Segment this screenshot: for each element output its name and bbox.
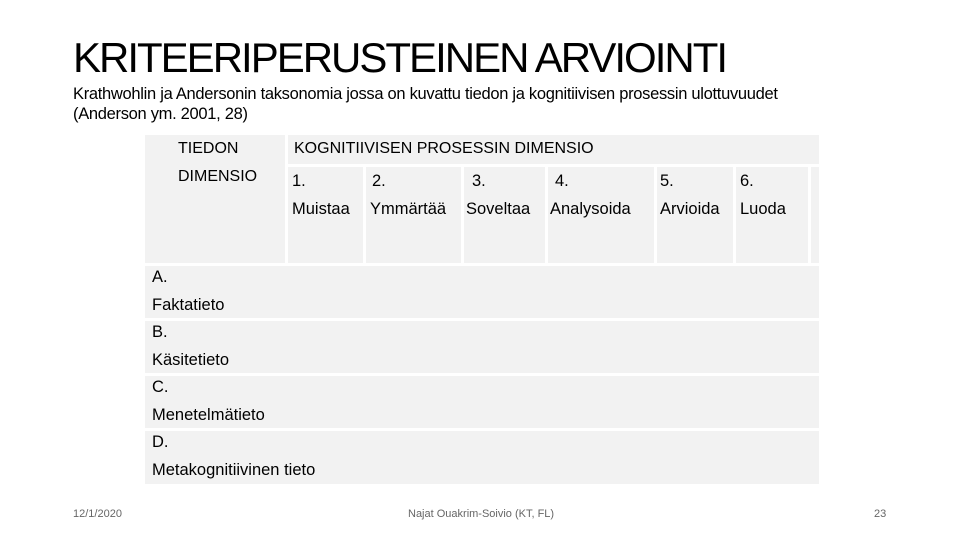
footer-page-number: 23 [874,508,887,520]
row-label: Metakognitiivinen tieto [152,460,316,479]
level-number: 6. [740,172,754,190]
row-label: Faktatieto [152,295,225,314]
process-levels [292,167,810,223]
footer-date: 12/1/2020 [73,508,122,520]
level-label: Luoda [740,200,786,218]
row-letter: A. [152,268,168,286]
level-4 [550,167,660,223]
level-1 [292,167,370,223]
row-label: Menetelmätieto [152,405,265,424]
level-2 [370,167,466,223]
level-label: Ymmärtää [370,200,447,218]
level-number: 1. [292,172,306,190]
knowledge-header-line1: TIEDON [178,140,239,157]
level-label: Arvioida [660,200,720,218]
knowledge-rows [152,264,315,484]
row-letter: B. [152,323,168,341]
process-dimension-header: KOGNITIIVISEN PROSESSIN DIMENSIO [294,140,594,157]
row-letter: C. [152,378,169,396]
level-number: 4. [555,172,569,190]
level-label: Soveltaa [466,200,531,218]
level-label: Muistaa [292,200,350,218]
slide-subtitle: Krathwohlin ja Andersonin taksonomia jossa on kuvattu tiedon ja kognitiivisen prosessin ulottuvuudet (Anderson ym. 2001, 28) [73,85,778,123]
slide-title: KRITEERIPERUSTEINEN ARVIOINTI [73,34,727,81]
table-cell-level-extra [811,167,819,263]
row-letter: D. [152,433,169,451]
level-label: Analysoida [550,200,631,218]
knowledge-header-line2: DIMENSIO [178,168,258,185]
footer-author: Najat Ouakrim-Soivio (KT, FL) [408,508,555,520]
level-number: 3. [472,172,486,190]
level-6 [740,167,810,223]
level-5 [660,167,740,223]
knowledge-dimension-header [178,135,257,191]
level-3 [466,167,550,223]
level-number: 5. [660,172,674,190]
level-number: 2. [372,172,386,190]
row-label: Käsitetieto [152,350,230,369]
